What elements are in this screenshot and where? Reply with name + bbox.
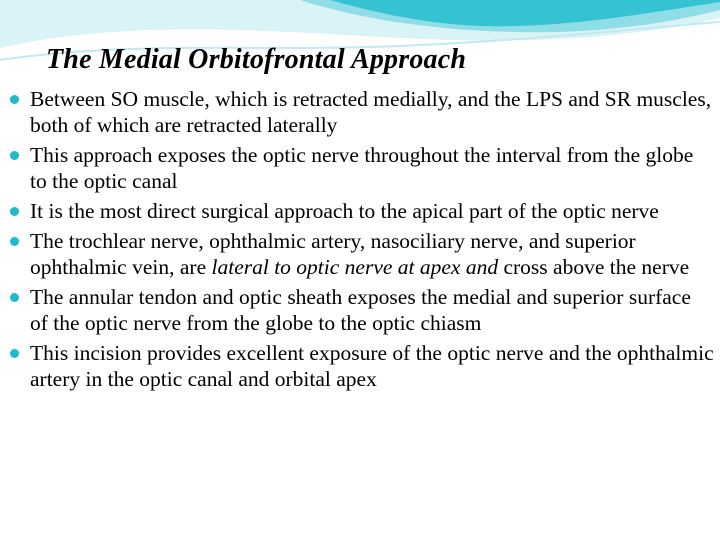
bullet-item <box>8 228 714 280</box>
bullet-text: The annular tendon and optic sheath exposes the medial and superior surface of the optic nerve from the globe to the optic chiasm <box>30 285 691 335</box>
bullet-dot-icon <box>10 293 19 302</box>
bullet-item <box>8 142 714 194</box>
bullet-item <box>8 284 714 336</box>
bullet-text: It is the most direct surgical approach to the apical part of the optic nerve <box>30 199 659 223</box>
bullet-dot-icon <box>10 95 19 104</box>
bullet-dot-icon <box>10 237 19 246</box>
bullet-item <box>8 86 714 138</box>
bullet-text-italic: lateral to optic nerve at apex and <box>211 255 499 279</box>
bullet-dot-icon <box>10 151 19 160</box>
bullet-text: Between SO muscle, which is retracted medially, and the LPS and SR muscles, both of which are retracted laterally <box>30 87 712 137</box>
bullet-item <box>8 340 714 392</box>
bullet-item <box>8 198 714 224</box>
bullet-text: The trochlear nerve, ophthalmic artery, nasociliary nerve, and superior ophthalmic vein, are <box>30 229 636 279</box>
bullet-list <box>8 86 714 396</box>
bullet-text: This incision provides excellent exposure of the optic nerve and the ophthalmic artery in the optic canal and orbital apex <box>30 341 714 391</box>
bullet-text: This approach exposes the optic nerve throughout the interval from the globe to the optic canal <box>30 143 694 193</box>
bullet-dot-icon <box>10 207 19 216</box>
bullet-text: cross above the nerve <box>498 255 690 279</box>
bullet-dot-icon <box>10 349 19 358</box>
slide-title: The Medial Orbitofrontal Approach <box>46 44 467 75</box>
